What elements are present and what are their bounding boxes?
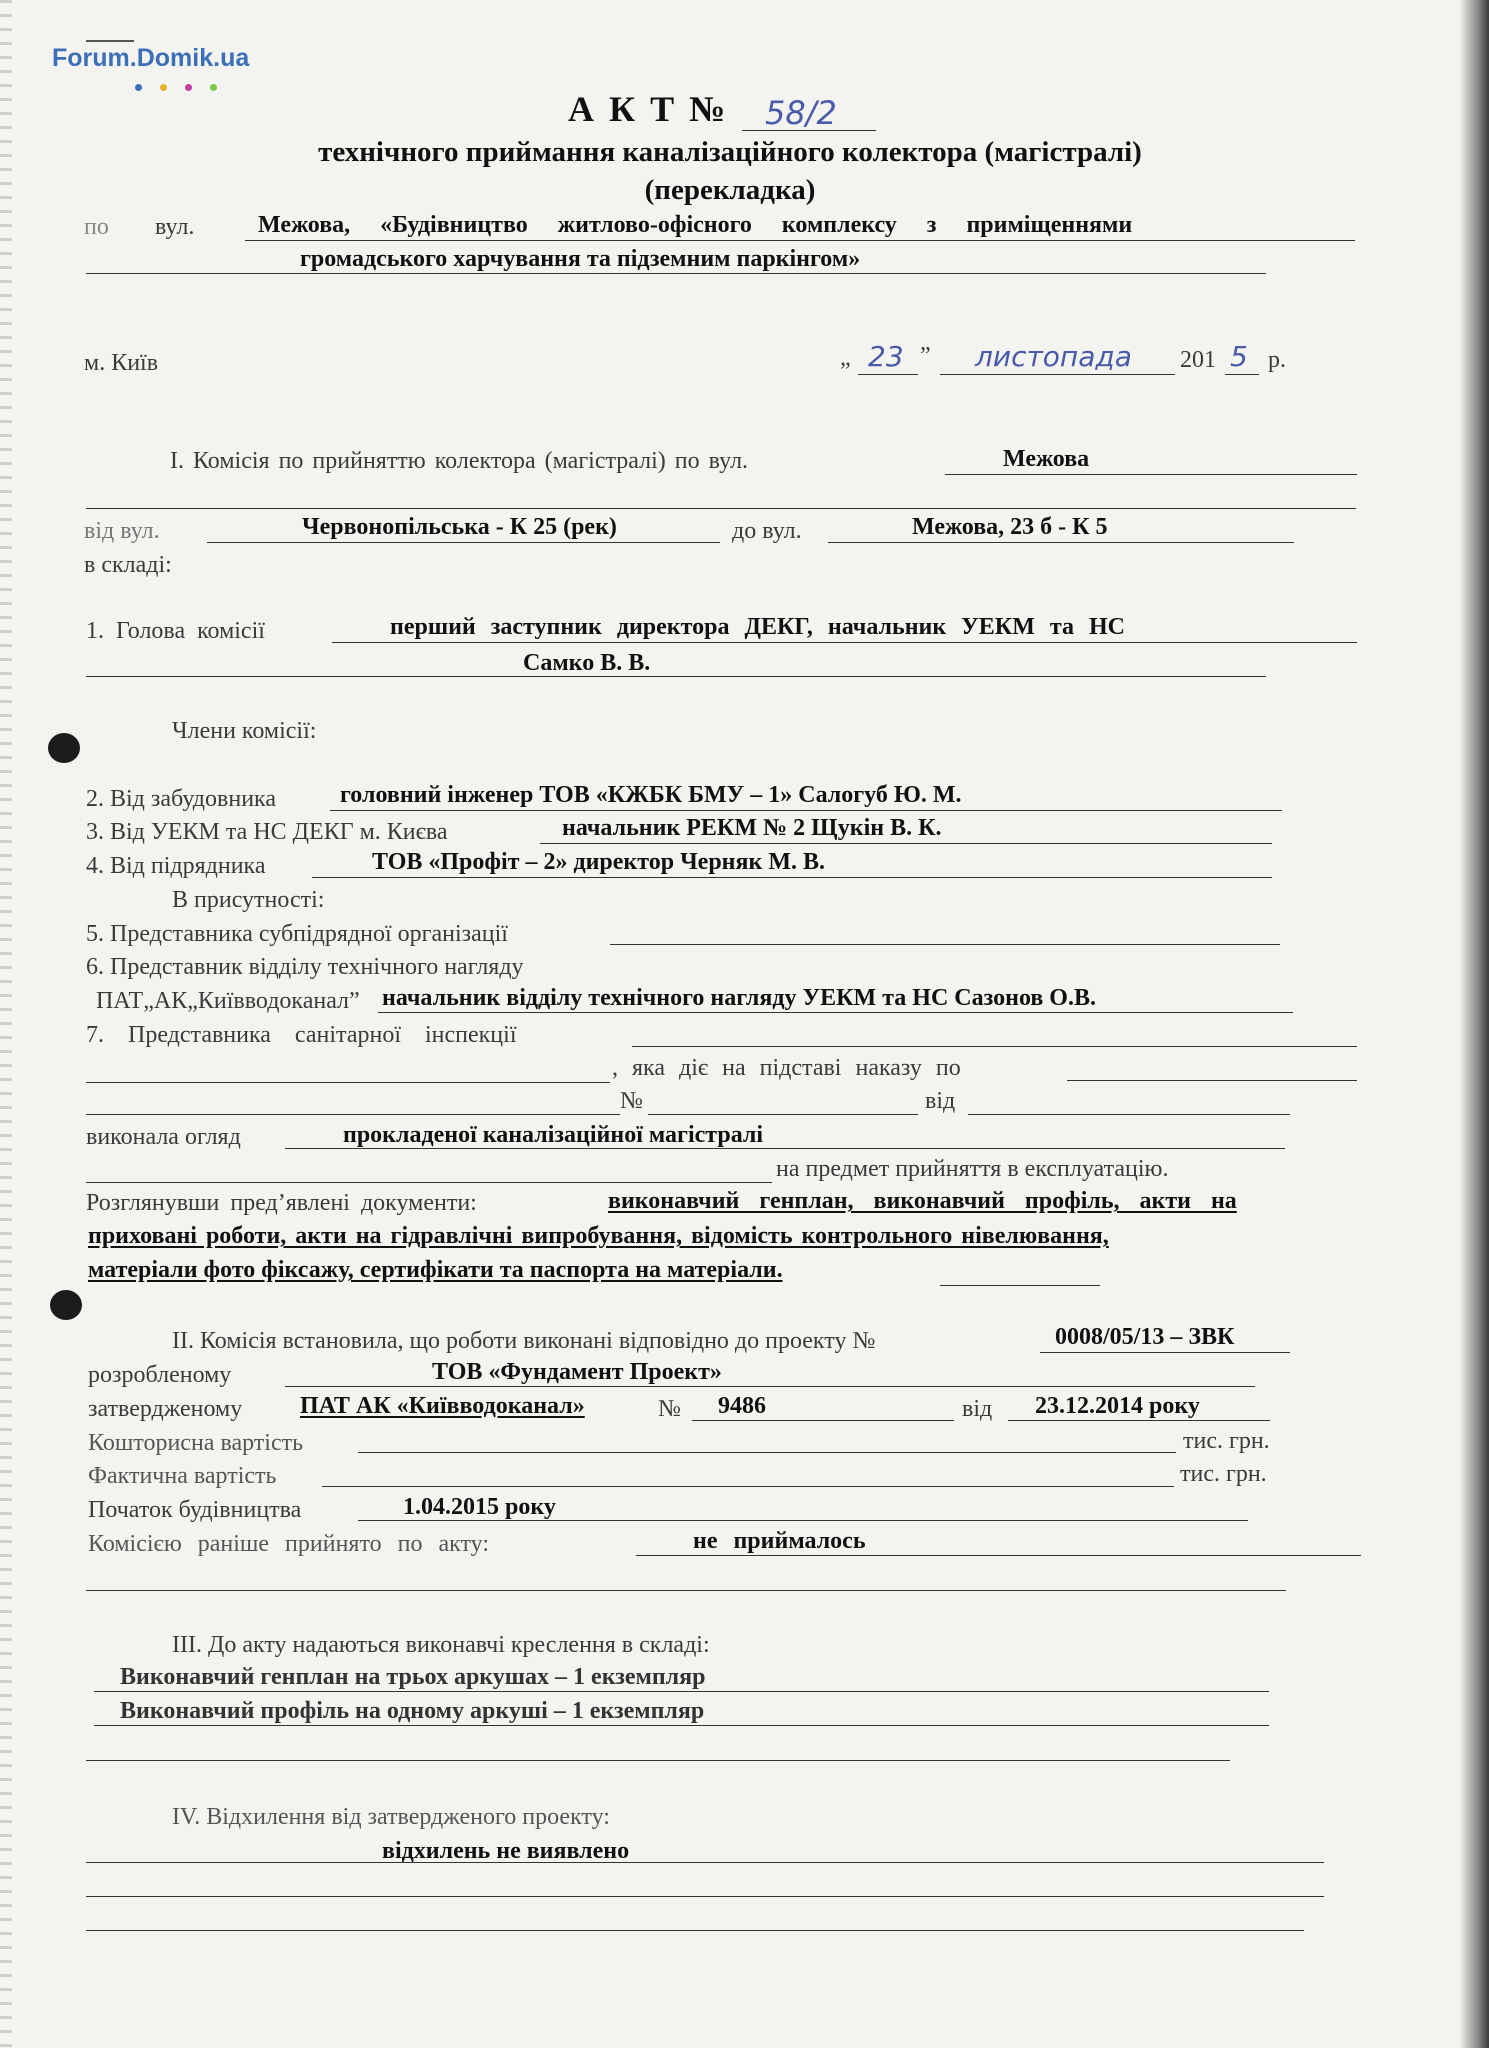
- from-street-line: [207, 542, 720, 543]
- presence-label: В присутності:: [172, 887, 325, 913]
- section4-intro: IV. Відхилення від затвердженого проекту:: [172, 1804, 610, 1830]
- to-street-label: до вул.: [732, 518, 802, 544]
- street-label-po: по: [84, 214, 109, 240]
- order-no-label: №: [620, 1088, 643, 1114]
- punch-hole: [48, 733, 80, 763]
- docs-line3-tail: [940, 1285, 1100, 1286]
- start-label: Початок будівництва: [88, 1497, 302, 1523]
- date-year-hand: 5: [1230, 340, 1248, 373]
- item6-label: 6. Представник відділу технічного нагляду: [86, 954, 524, 980]
- deviation-line: [86, 1862, 1324, 1863]
- to-street-value: Межова, 23 б - К 5: [912, 514, 1108, 540]
- scan-right-edge-shadow: [1459, 0, 1489, 2048]
- earlier-label: Комісією раніше прийнято по акту:: [88, 1531, 490, 1557]
- approved-value: ПАТ АК «Київводоканал»: [300, 1393, 585, 1419]
- logo-dot: [135, 84, 142, 91]
- member4-value: ТОВ «Профіт – 2» директор Черняк М. В.: [372, 849, 825, 875]
- developed-value: ТОВ «Фундамент Проект»: [432, 1359, 722, 1385]
- logo-underline: [86, 40, 134, 42]
- date-year-printed: 201: [1180, 347, 1216, 373]
- document-title-line2: (перекладка): [644, 174, 816, 206]
- approved-date-label: від: [962, 1396, 993, 1422]
- earlier-line: [636, 1555, 1361, 1556]
- earlier-blank-line: [86, 1590, 1286, 1591]
- developed-label: розробленому: [88, 1362, 232, 1388]
- order-line: [1067, 1080, 1357, 1081]
- logo-dot: [185, 84, 192, 91]
- start-line: [358, 1520, 1248, 1521]
- section1-blank-line: [86, 508, 1356, 509]
- logo-dot: [160, 84, 167, 91]
- date-day: 23: [868, 340, 904, 373]
- order-org-line: [86, 1082, 610, 1083]
- member2-line: [330, 810, 1282, 811]
- act-number: 58/2: [765, 94, 837, 132]
- item7-line: [632, 1046, 1357, 1047]
- approved-label: затвердженому: [88, 1396, 243, 1422]
- earlier-value: не приймалось: [693, 1528, 866, 1554]
- section1-street: Межова: [1003, 446, 1090, 472]
- act-number-line: [742, 130, 876, 131]
- inspected-value: прокладеної каналізаційної магістралі: [343, 1122, 764, 1148]
- logo-dot: [210, 84, 217, 91]
- order-no-line: [648, 1114, 918, 1115]
- member3-label: 3. Від УЕКМ та НС ДЕКГ м. Києва: [86, 819, 448, 845]
- purpose-text: на предмет прийняття в експлуатацію.: [776, 1156, 1169, 1182]
- actual-line: [322, 1486, 1174, 1487]
- section1-intro: І. Комісія по прийняттю колектора (магістралі) по вул.: [170, 448, 749, 474]
- item6-value: начальник відділу технічного нагляду УЕКМ та НС Сазонов О.В.: [382, 985, 1096, 1011]
- street-line2: [86, 273, 1266, 274]
- date-month-line: [940, 374, 1175, 375]
- docs-value-line1: виконавчий генплан, виконавчий профіль, акти на: [608, 1188, 1237, 1214]
- drawing-blank-line: [86, 1760, 1230, 1761]
- street-value-line2: громадського харчування та підземним паркінгом»: [300, 246, 861, 272]
- date-open-quote: „: [840, 345, 851, 371]
- street-line1: [245, 240, 1355, 241]
- project-number-line: [1040, 1352, 1290, 1353]
- member3-line: [540, 843, 1272, 844]
- approved-no-label: №: [658, 1396, 681, 1422]
- section1-street-line: [945, 474, 1357, 475]
- chair-line1: [332, 642, 1357, 643]
- item7-label: 7. Представника санітарної інспекції: [86, 1022, 517, 1048]
- order-from-label: від: [925, 1088, 956, 1114]
- date-year-line: [1225, 374, 1259, 375]
- drawing-item1-line: [94, 1691, 1269, 1692]
- date-close-quote: ”: [920, 343, 931, 369]
- composition-label: в складі:: [84, 552, 172, 578]
- drawing-item2: Виконавчий профіль на одному аркуші – 1 екземпляр: [120, 1698, 705, 1724]
- item6-org: ПАТ„АК„Київводоканал”: [96, 988, 360, 1014]
- drawing-item1: Виконавчий генплан на трьох аркушах – 1 екземпляр: [120, 1664, 706, 1690]
- inspected-line: [285, 1148, 1285, 1149]
- estimate-label: Кошторисна вартість: [88, 1430, 304, 1456]
- street-value-line1: Межова, «Будівництво житлово-офісного комплексу з приміщеннями: [258, 212, 1133, 238]
- date-month: листопада: [975, 340, 1132, 373]
- chair-label: 1. Голова комісії: [86, 618, 265, 644]
- from-street-label: від вул.: [84, 518, 160, 544]
- deviation-value: відхилень не виявлено: [382, 1838, 630, 1864]
- start-value: 1.04.2015 року: [403, 1494, 556, 1520]
- project-number: 0008/05/13 – ЗВК: [1055, 1324, 1235, 1350]
- deviation-blank-line2: [86, 1930, 1304, 1931]
- street-label-vul: вул.: [155, 214, 195, 240]
- document-title-line1: технічного приймання каналізаційного колектора (магістралі): [318, 136, 1142, 168]
- punch-hole: [50, 1290, 82, 1320]
- docs-label: Розглянувши пред’явлені документи:: [86, 1190, 477, 1216]
- chair-value-line1: перший заступник директора ДЕКГ, начальник УЕКМ та НС: [390, 614, 1125, 640]
- developed-line: [285, 1386, 1255, 1387]
- actual-unit: тис. грн.: [1180, 1461, 1267, 1487]
- order-text: , яка діє на підставі наказу по: [612, 1055, 961, 1081]
- drawing-item2-line: [94, 1725, 1269, 1726]
- act-prefix: А К Т №: [568, 89, 729, 129]
- member2-label: 2. Від забудовника: [86, 786, 276, 812]
- city: м. Київ: [84, 350, 159, 376]
- docs-value-line2: приховані роботи, акти на гідравлічні випробування, відомість контрольного нівелювання,: [88, 1223, 1109, 1249]
- from-street-value: Червонопільська - К 25 (рек): [302, 514, 617, 540]
- site-logo: Forum.Domik.ua: [52, 44, 250, 72]
- to-street-line: [828, 542, 1294, 543]
- docs-value-line3: матеріали фото фіксажу, сертифікати та паспорта на матеріали.: [88, 1257, 783, 1283]
- chair-value-line2: Самко В. В.: [523, 650, 651, 676]
- scan-left-edge: [0, 0, 12, 2048]
- inspected-blank-line: [86, 1182, 772, 1183]
- approved-number-line: [692, 1420, 954, 1421]
- section2-intro: ІІ. Комісія встановила, що роботи виконані відповідно до проекту №: [172, 1328, 876, 1354]
- date-year-suffix: р.: [1268, 347, 1286, 373]
- item5-line: [610, 944, 1280, 945]
- deviation-blank-line1: [86, 1896, 1324, 1897]
- estimate-unit: тис. грн.: [1183, 1428, 1270, 1454]
- member2-value: головний інженер ТОВ «КЖБК БМУ – 1» Салогуб Ю. М.: [340, 782, 962, 808]
- order-from-line: [968, 1114, 1290, 1115]
- date-day-line: [858, 374, 918, 375]
- actual-label: Фактична вартість: [88, 1463, 277, 1489]
- approved-number: 9486: [718, 1393, 766, 1419]
- inspected-label: виконала огляд: [86, 1124, 241, 1150]
- approved-date-line: [1008, 1420, 1270, 1421]
- chair-line2: [86, 676, 1266, 677]
- approved-date: 23.12.2014 року: [1035, 1393, 1200, 1419]
- members-label: Члени комісії:: [172, 718, 317, 744]
- estimate-line: [358, 1452, 1176, 1453]
- item5-label: 5. Представника субпідрядної організації: [86, 921, 508, 947]
- item6-line: [378, 1012, 1293, 1013]
- section3-intro: ІІІ. До акту надаються виконавчі креслення в складі:: [172, 1632, 710, 1658]
- order-blank-line: [86, 1114, 620, 1115]
- member4-label: 4. Від підрядника: [86, 853, 266, 879]
- member3-value: начальник РЕКМ № 2 Щукін В. К.: [562, 815, 942, 841]
- member4-line: [312, 877, 1272, 878]
